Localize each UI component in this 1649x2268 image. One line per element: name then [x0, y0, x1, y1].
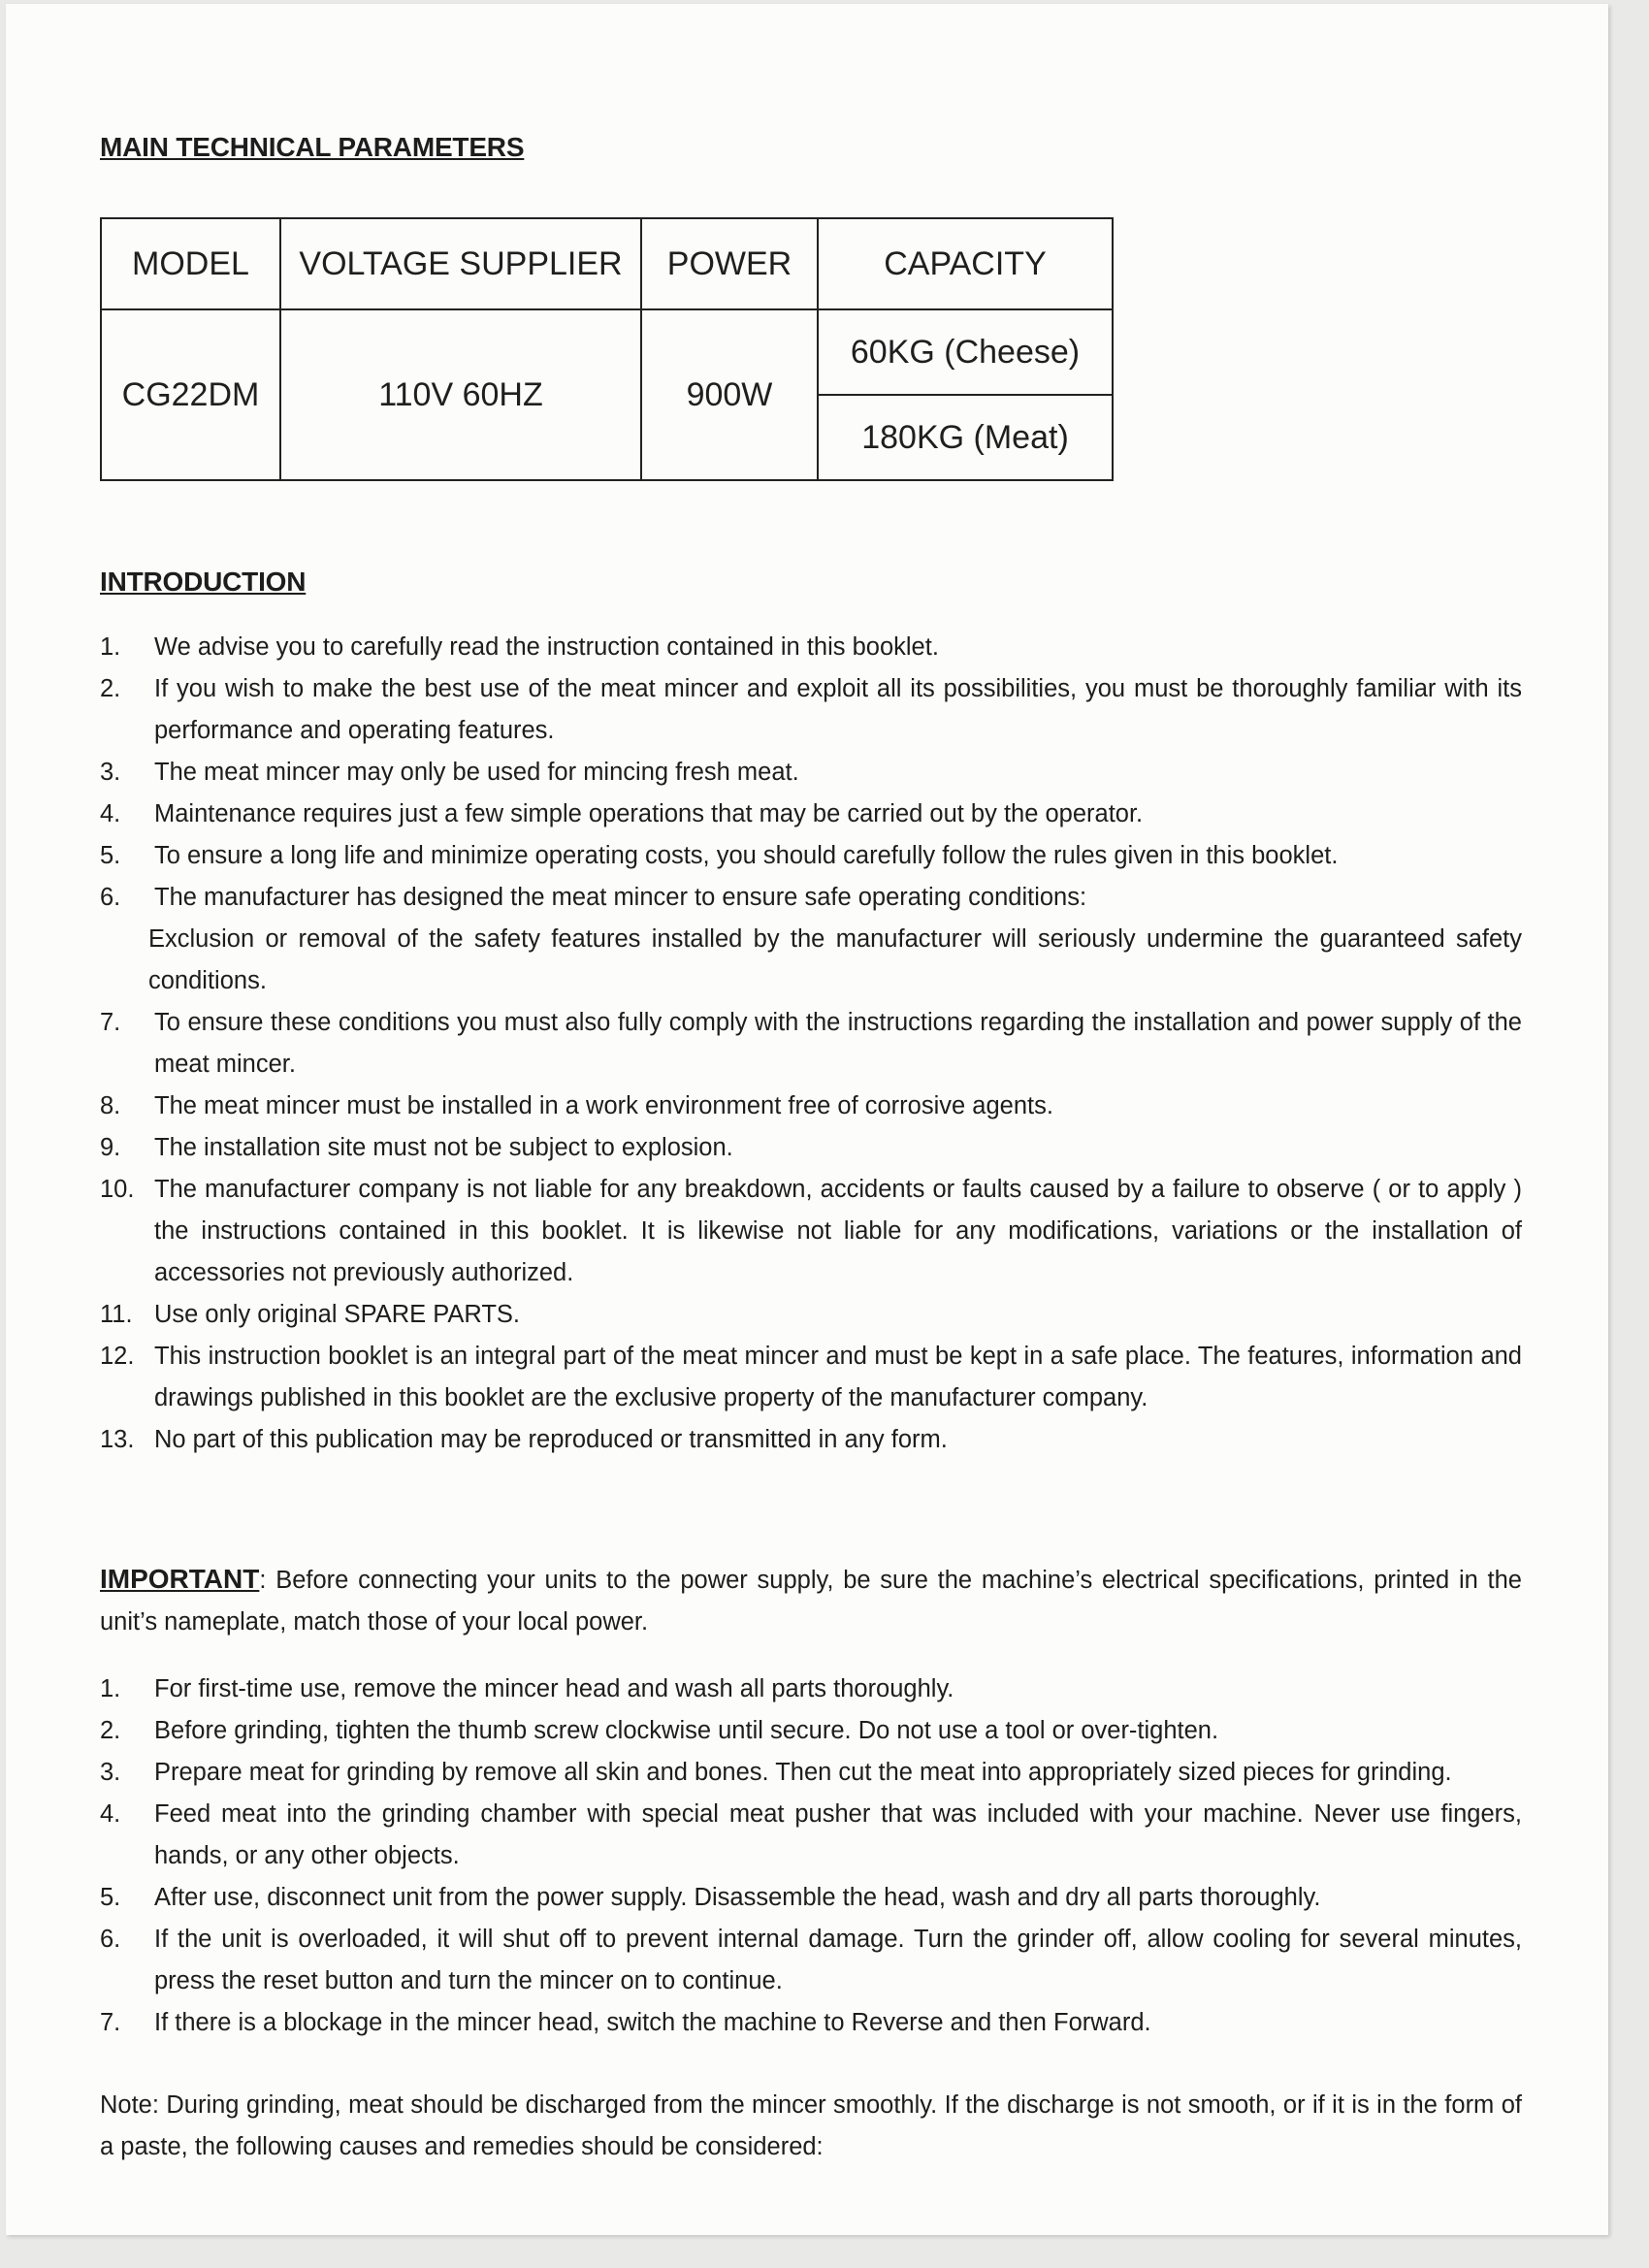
list-item: 3. The meat mincer may only be used for mincing fresh meat.	[100, 759, 799, 786]
list-item: 8. The meat mincer must be installed in a work environment free of corrosive agents.	[100, 1092, 1053, 1119]
list-item: 4. Feed meat into the grinding chamber with special meat pusher that was included with your machine. Never use fingers, hands, or any other objects.	[100, 1799, 1522, 1869]
list-item: 11. Use only original SPARE PARTS.	[100, 1301, 520, 1328]
header-voltage: VOLTAGE SUPPLIER	[280, 218, 641, 309]
list-item: 7. To ensure these conditions you must also fully comply with the instructions regarding the installation and power supply of the meat mincer.	[100, 1009, 1522, 1078]
list-item: 4. Maintenance requires just a few simple operations that may be carried out by the operator.	[100, 800, 1144, 827]
cell-power: 900W	[641, 309, 818, 480]
list-item: 10. The manufacturer company is not liable for any breakdown, accidents or faults caused by a failure to observe ( or to apply ) the instructions contained in this booklet. It is likewise not liable for any modifications, variations or the installation of accessories not previously authorized.	[100, 1176, 1522, 1286]
important-list	[100, 1669, 1522, 2044]
note-paragraph: Note: During grinding, meat should be discharged from the mincer smoothly. If the discharge is not smooth, or if it is in the form of a paste, the following causes and remedies should be considered:	[100, 2090, 1522, 2160]
list-item: 2. If you wish to make the best use of the meat mincer and exploit all its possibilities, you must be thoroughly familiar with its performance and operating features.	[100, 675, 1522, 744]
list-item: 7. If there is a blockage in the mincer head, switch the machine to Reverse and then Forward.	[100, 2008, 1151, 2036]
list-item: 5. To ensure a long life and minimize operating costs, you should carefully follow the rules given in this booklet.	[100, 842, 1339, 869]
parameters-table	[100, 217, 1114, 481]
list-item: 5. After use, disconnect unit from the power supply. Disassemble the head, wash and dry all parts thoroughly.	[100, 1883, 1321, 1911]
list-item: 2. Before grinding, tighten the thumb screw clockwise until secure. Do not use a tool or over-tighten.	[100, 1716, 1219, 1744]
list-item: 6. The manufacturer has designed the meat mincer to ensure safe operating conditions: Exclusion or removal of the safety features installed by the manufacturer will seriously undermine the guaranteed safety conditions.	[100, 877, 1522, 1002]
section-heading-parameters: MAIN TECHNICAL PARAMETERS	[100, 132, 525, 162]
list-item: 1. For first-time use, remove the mincer head and wash all parts thoroughly.	[100, 1674, 954, 1702]
header-power: POWER	[641, 218, 818, 309]
table-row	[101, 309, 1113, 395]
list-item: 13. No part of this publication may be reproduced or transmitted in any form.	[100, 1426, 948, 1453]
cell-voltage: 110V 60HZ	[280, 309, 641, 480]
cell-model: CG22DM	[101, 309, 280, 480]
important-label: IMPORTANT	[100, 1564, 260, 1594]
section-heading-introduction: INTRODUCTION	[100, 567, 307, 597]
page-content	[100, 132, 1522, 2192]
important-paragraph: IMPORTANT: Before connecting your units to the power supply, be sure the machine’s electrical specifications, printed in the unit’s nameplate, match those of your local power.	[100, 1564, 1522, 1636]
cell-capacity-meat: 180KG (Meat)	[818, 395, 1113, 480]
list-item-continuation: Exclusion or removal of the safety features installed by the manufacturer will seriously undermine the guaranteed safety conditions.	[148, 925, 1522, 994]
list-item: 6. If the unit is overloaded, it will shut off to prevent internal damage. Turn the grinder off, allow cooling for several minutes, press the reset button and turn the mincer on to continue.	[100, 1925, 1522, 1994]
header-capacity: CAPACITY	[818, 218, 1113, 309]
introduction-list	[100, 627, 1522, 1461]
header-model: MODEL	[101, 218, 280, 309]
list-item: 1. We advise you to carefully read the instruction contained in this booklet.	[100, 633, 939, 661]
list-item: 9. The installation site must not be subject to explosion.	[100, 1134, 733, 1161]
table-header-row	[101, 218, 1113, 309]
document-page	[6, 4, 1608, 2235]
list-item: 12. This instruction booklet is an integral part of the meat mincer and must be kept in a safe place. The features, information and drawings published in this booklet are the exclusive property of the manufacturer company.	[100, 1343, 1522, 1411]
cell-capacity-cheese: 60KG (Cheese)	[818, 309, 1113, 395]
list-item: 3. Prepare meat for grinding by remove all skin and bones. Then cut the meat into appropriately sized pieces for grinding.	[100, 1758, 1452, 1786]
